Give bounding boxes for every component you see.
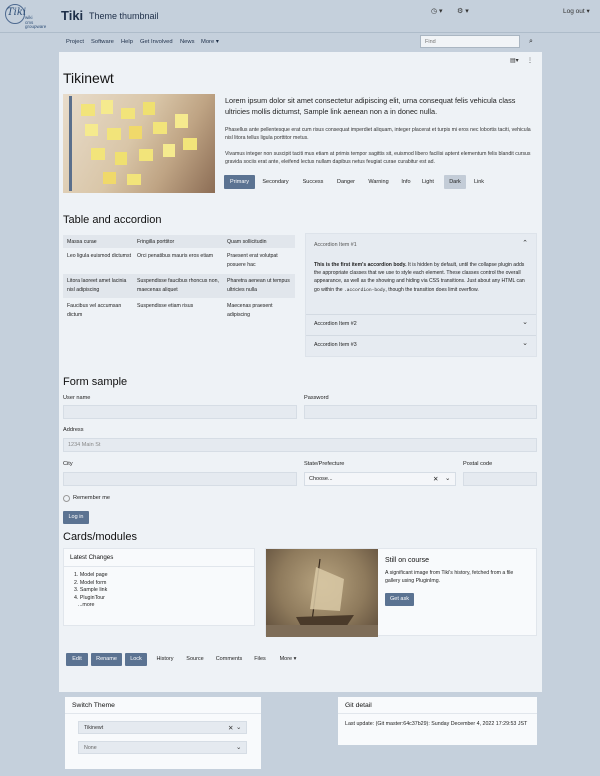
accordion-body-text: It is hidden by default, until the collapse plugin adds the appropriate classes that we use to style each element. These classes control the overall appearance, as well as the showing and hiding via CSS transitions. Just about any HTML can go within the [314, 262, 525, 293]
table-cell: Quam sollicitudin [227, 239, 267, 245]
git-detail-module [338, 697, 537, 745]
card-text: A significant image from Tiki's history, fetched from a file gallery using PluginImg. [385, 570, 514, 584]
nav-help[interactable]: Help [121, 39, 133, 45]
search-icon[interactable]: ⌕ [529, 38, 533, 45]
nav-get-involved[interactable]: Get Involved [140, 39, 173, 45]
paragraph-1: Phasellus ante pellentesque erat cum risus consequat imperdiet aliquam, integer placerat et turpis mi eros nec lobortis taciti, vehicula nisl litora tellus ligula porttitor metus. [225, 127, 531, 141]
table-cell: Suspendisse etiam risus [137, 303, 194, 309]
address-input[interactable]: 1234 Main St [63, 438, 537, 452]
divider [338, 713, 537, 714]
nav-news[interactable]: News [180, 39, 195, 45]
switch-theme-title: Switch Theme [72, 702, 115, 709]
username-label: User name [63, 395, 91, 401]
warning-button[interactable]: Warning [368, 179, 389, 185]
address-label: Address [63, 427, 84, 433]
secondary-button[interactable]: Secondary [262, 179, 289, 185]
latest-change-item[interactable]: 2. Model form [74, 579, 107, 586]
image-card [265, 548, 537, 636]
latest-change-item[interactable]: 3. Sample link [74, 587, 108, 594]
page-options-icon[interactable]: ▤▾ [510, 58, 519, 64]
logo-sub-wiki: wiki [25, 15, 33, 20]
divider [306, 335, 536, 336]
table-row [63, 299, 295, 323]
card-action-button[interactable]: Get ask [385, 593, 414, 606]
theme-option-select[interactable] [78, 741, 247, 754]
page-title: Tikinewt [63, 70, 114, 86]
table-cell: Massa curae [67, 239, 97, 245]
logo-sub-groupware: groupware [25, 24, 47, 29]
remember-checkbox[interactable] [63, 495, 70, 502]
logout-button[interactable]: Log out ▾ [563, 8, 590, 15]
info-button[interactable]: Info [401, 179, 411, 185]
clock-icon[interactable]: ◷ ▾ [431, 8, 443, 15]
git-detail-text: Last update: (Git master:64c37b29): Sunday December 4, 2022 17:29:53 JST [345, 721, 528, 727]
postal-input[interactable] [463, 472, 537, 486]
accordion-body-bold: This is the first item's accordion body. [314, 262, 407, 268]
form-section-title: Form sample [63, 376, 128, 388]
files-button[interactable]: Files [254, 656, 266, 662]
username-input[interactable] [63, 405, 297, 419]
nav-project[interactable]: Project [66, 39, 85, 45]
table-cell: Praesent erat volutpat posuere hac [227, 253, 278, 268]
history-button[interactable]: History [156, 656, 174, 662]
accordion-item-3-header[interactable]: Accordion Item #3 [314, 342, 357, 348]
city-label: City [63, 461, 73, 467]
chevron-up-icon[interactable]: ⌃ [522, 240, 528, 247]
danger-button[interactable]: Danger [336, 179, 356, 185]
chevron-down-icon[interactable]: ⌄ [236, 744, 242, 751]
source-button[interactable]: Source [186, 656, 204, 662]
latest-change-item[interactable]: 4. PluginTour [74, 594, 105, 601]
dark-button[interactable]: Dark [444, 175, 466, 189]
more-link[interactable]: ...more [78, 602, 95, 609]
lock-button[interactable]: Lock [125, 653, 147, 666]
light-button[interactable]: Light [422, 179, 434, 185]
chevron-down-icon[interactable]: ⌄ [522, 319, 528, 326]
switch-theme-module [65, 697, 261, 769]
accordion-item-1-header[interactable]: Accordion Item #1 [314, 242, 357, 248]
table-section-title: Table and accordion [63, 214, 162, 226]
state-selected-value: Choose... [309, 476, 333, 482]
theme-selected-value: Tikinewt [84, 725, 104, 731]
sticky-notes-image [63, 94, 215, 193]
password-label: Password [304, 395, 329, 401]
divider [306, 314, 536, 315]
chevron-down-icon[interactable]: ⌄ [445, 475, 451, 482]
latest-changes-title: Latest Changes [70, 554, 114, 561]
table-cell: Leo ligula euismod dictumst [67, 253, 132, 259]
table-cell: Faucibus vel accumsan dictum [67, 303, 122, 318]
table-row [63, 274, 295, 298]
logo-sub-cms: cms [25, 19, 34, 25]
nav-software[interactable]: Software [91, 39, 114, 45]
clear-icon[interactable]: ✕ [433, 476, 439, 483]
ship-illustration [266, 549, 378, 637]
theme-option-value: None [84, 745, 97, 751]
city-input[interactable] [63, 472, 297, 486]
clear-icon[interactable]: ✕ [228, 725, 234, 732]
table-row [63, 235, 295, 248]
accordion-item-2-header[interactable]: Accordion Item #2 [314, 321, 357, 327]
accordion-body-code: .accordion-body [344, 287, 386, 293]
chevron-down-icon[interactable]: ⌄ [236, 724, 242, 731]
accordion [305, 233, 537, 357]
git-detail-title: Git detail [345, 702, 372, 709]
latest-change-item[interactable]: 1. Model page [74, 572, 108, 578]
table-cell: Litora laoreet amet lacinia nisl adipiscing [67, 278, 127, 293]
more-options-icon[interactable]: ⋮ [527, 58, 533, 64]
primary-button[interactable]: Primary [224, 175, 255, 189]
divider [64, 566, 254, 567]
search-input[interactable] [420, 35, 520, 48]
accordion-body [314, 261, 526, 295]
chevron-down-icon[interactable]: ⌄ [522, 340, 528, 347]
link-button[interactable]: Link [473, 179, 485, 185]
logo-subtitle [25, 16, 46, 30]
table-cell: Suspendisse faucibus rhoncus non, maecenas aliquet [137, 278, 219, 293]
rename-button[interactable]: Rename [91, 653, 122, 666]
cards-section-title: Cards/modules [63, 531, 137, 543]
postal-label: Postal code [463, 461, 493, 467]
ship-image [266, 549, 378, 637]
card-title: Still on course [385, 557, 429, 564]
table-cell: Fringilla porttitor [137, 239, 175, 245]
password-input[interactable] [304, 405, 537, 419]
table-cell: Orci penatibus mauris eros etiam [137, 253, 214, 259]
paragraph-2: Vivamus integer non suscipit taciti mus etiam at primis tempor sagittis sit, euismod libero facilisi aptent elementum felis blandit cursus gravida sociis erat ante, eleifend lectus nullam dapibus netus feugiat curae curabitur est ad. [225, 151, 531, 165]
comments-button[interactable]: Comments [215, 656, 243, 662]
gear-icon[interactable]: ⚙ ▾ [457, 8, 469, 15]
success-button[interactable]: Success [302, 179, 324, 185]
theme-select[interactable] [78, 721, 247, 734]
state-select[interactable] [304, 472, 456, 486]
nav-more[interactable]: More ▾ [201, 39, 219, 45]
login-button[interactable]: Log in [63, 511, 89, 524]
tiki-logo[interactable] [5, 4, 55, 30]
site-title: Theme thumbnail [89, 11, 159, 21]
site-header [0, 0, 600, 32]
remember-label: Remember me [73, 495, 110, 501]
lead-paragraph: Lorem ipsum dolor sit amet consectetur adipiscing elit, urna consequat felis vehicula class ultricies mollis dictumst, Sample link aenean non a in donec nulla. [225, 96, 516, 116]
table-cell: Maecenas praesent adipiscing [227, 303, 273, 318]
table-cell: Pharetra aenean ut tempus ultricies nulla [227, 278, 290, 293]
logo-text: Tiki [7, 7, 27, 18]
edit-button[interactable]: Edit [66, 653, 88, 666]
table-row [63, 249, 295, 273]
brand-name[interactable]: Tiki [61, 8, 84, 23]
divider [65, 713, 261, 714]
accordion-body-end: , though the transition does limit overflow. [385, 286, 479, 293]
latest-changes-card [63, 548, 255, 626]
more-actions-button[interactable]: More ▾ [279, 656, 297, 662]
state-label: State/Prefecture [304, 461, 345, 467]
